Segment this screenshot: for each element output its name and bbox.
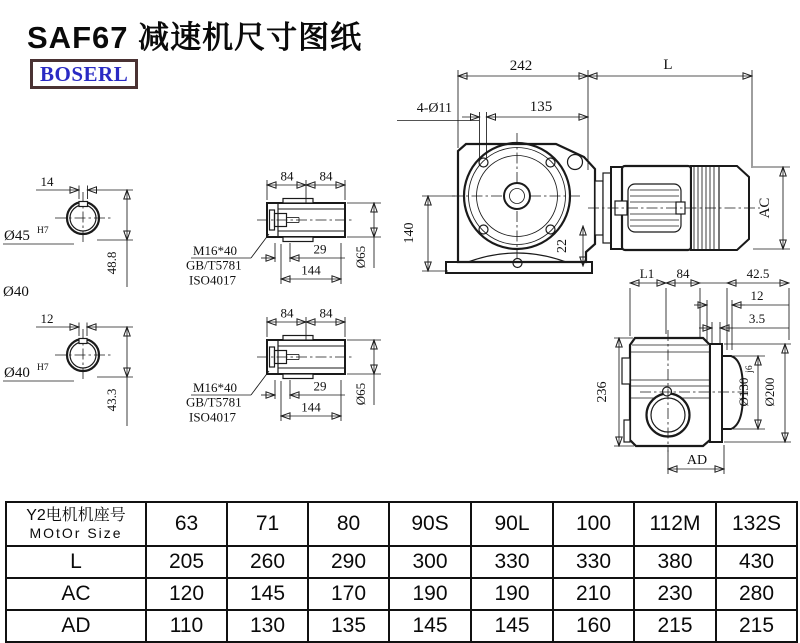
L-132s: 430 (716, 546, 797, 578)
dim-keyway-depth-1: 48.8 (104, 251, 119, 275)
dim-3-5: 3.5 (748, 311, 766, 326)
L-71: 260 (227, 546, 308, 578)
AC-80: 170 (308, 578, 389, 610)
L-100: 330 (553, 546, 634, 578)
side-view (595, 266, 791, 474)
AD-90s: 145 (389, 610, 471, 642)
AC-132s: 280 (716, 578, 797, 610)
table-row-AD (6, 610, 797, 642)
header-motor-size-cn: Y2电机机座号 (26, 507, 126, 524)
dim-29-1: 29 (313, 241, 327, 257)
dim-keyway-width-2: 12 (40, 311, 54, 326)
dim-L: L (663, 57, 673, 73)
note-bolt-1: M16*40 (193, 243, 238, 258)
dim-bore-fit-1: H7 (37, 226, 49, 236)
col-71: 71 (227, 502, 308, 546)
AD-63: 110 (146, 610, 227, 642)
dim-42-5: 42.5 (746, 266, 770, 281)
header-motor-size (6, 502, 146, 546)
shaft-note-label: Ø40 (3, 284, 29, 300)
dim-holes: 4-Ø11 (416, 101, 452, 116)
dim-keyway-depth-2: 43.3 (104, 388, 119, 412)
AC-63: 120 (146, 578, 227, 610)
dim-140: 140 (402, 222, 417, 244)
row-label-L: L (6, 546, 146, 578)
dim-dia65-2: Ø65 (353, 382, 368, 406)
dim-236: 236 (595, 381, 610, 403)
dim-84b-1: 84 (319, 168, 333, 184)
dim-dia65-1: Ø65 (353, 245, 368, 269)
shaft-end-view-2 (3, 311, 133, 426)
dim-AC: AC (757, 197, 773, 219)
dim-bore-fit-2: H7 (37, 363, 49, 373)
AD-132s: 215 (716, 610, 797, 642)
dim-29-2: 29 (313, 378, 327, 394)
AC-90s: 190 (389, 578, 471, 610)
AC-112m: 230 (634, 578, 716, 610)
col-90s: 90S (389, 502, 471, 546)
AC-71: 145 (227, 578, 308, 610)
AD-100: 160 (553, 610, 634, 642)
L-90l: 330 (471, 546, 553, 578)
dim-dia130-fit: j6 (745, 365, 755, 373)
shaft-end-view-1 (3, 174, 133, 287)
AD-90l: 145 (471, 610, 553, 642)
dim-L1: L1 (639, 266, 655, 281)
table-row-L (6, 546, 797, 578)
page-title: SAF67 减速机尺寸图纸 (27, 20, 363, 55)
dim-22: 22 (555, 239, 570, 253)
dim-bore-2: Ø40 (4, 365, 30, 381)
dim-242: 242 (509, 58, 533, 74)
boserl-logo: BOSERL (30, 59, 138, 89)
front-view-with-motor (397, 57, 790, 273)
dim-135: 135 (529, 99, 553, 115)
hollow-shaft-section-1 (186, 169, 381, 288)
dim-bore-1: Ø45 (4, 228, 30, 244)
col-63: 63 (146, 502, 227, 546)
table-row-header (6, 502, 797, 546)
AC-100: 210 (553, 578, 634, 610)
AC-90l: 190 (471, 578, 553, 610)
table-row-AC (6, 578, 797, 610)
hollow-shaft-section-2 (186, 306, 381, 425)
dim-84a-1: 84 (280, 168, 294, 184)
L-90s: 300 (389, 546, 471, 578)
AD-112m: 215 (634, 610, 716, 642)
note-gb-1: GB/T5781 (186, 257, 242, 273)
col-90l: 90L (471, 502, 553, 546)
col-112m: 112M (634, 502, 716, 546)
dim-AD: AD (686, 453, 708, 468)
dim-side-84: 84 (676, 266, 690, 281)
dim-144-1: 144 (301, 262, 321, 278)
dim-144-2: 144 (301, 399, 321, 415)
dim-dia130: Ø130 (736, 377, 751, 407)
col-100: 100 (553, 502, 634, 546)
AD-80: 135 (308, 610, 389, 642)
header-motor-size-en: MOtOr Size (29, 525, 123, 541)
motor-size-table (5, 501, 798, 643)
L-80: 290 (308, 546, 389, 578)
L-112m: 380 (634, 546, 716, 578)
AD-71: 130 (227, 610, 308, 642)
dim-12: 12 (750, 288, 764, 303)
note-bolt-2: M16*40 (193, 380, 238, 395)
col-132s: 132S (716, 502, 797, 546)
note-gb-2: GB/T5781 (186, 394, 242, 410)
note-iso-1: ISO4017 (189, 272, 236, 288)
row-label-AC: AC (6, 578, 146, 610)
row-label-AD: AD (6, 610, 146, 642)
note-iso-2: ISO4017 (189, 409, 236, 425)
L-63: 205 (146, 546, 227, 578)
dim-keyway-width-1: 14 (40, 174, 54, 189)
col-80: 80 (308, 502, 389, 546)
dim-84a-2: 84 (280, 305, 294, 321)
dim-84b-2: 84 (319, 305, 333, 321)
dim-dia200: Ø200 (762, 377, 777, 407)
